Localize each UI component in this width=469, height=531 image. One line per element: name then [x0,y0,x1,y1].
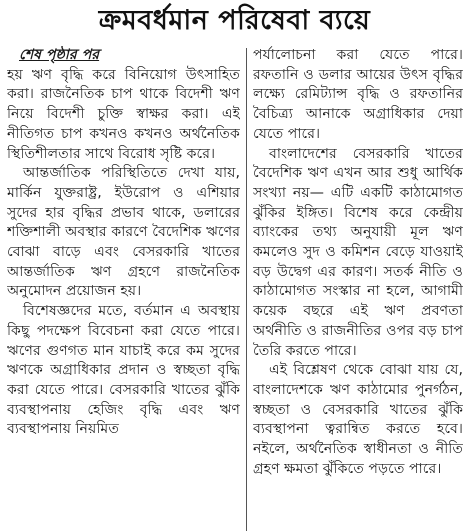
article-paragraph: বিশেষজ্ঞদের মতে, বর্তমান এ অবস্থায় কিছু পদক্ষেপ বিবেচনা করা যেতে পারে। ঋণের গুণগত মান যাচাই করে কম সুদের ঋণকে অগ্রাধিকার প্রদান ও স্বচ্ছতা বৃদ্ধি করা যেতে পারে। বেসরকারি খাতের ঝুঁকি ব্যবস্থাপনায় হেজিং বৃদ্ধি এবং ঋণ ব্যবস্থাপনায় নিয়মিত [7,303,240,438]
column-divider [246,48,247,531]
article-headline: ক্রমবর্ধমান পরিষেবা ব্যয়ে [98,5,371,36]
article-paragraph: আন্তর্জাতিক পরিস্থিতিতে দেখা যায়, মার্কিন যুক্তরাষ্ট্র, ইউরোপ ও এশিয়ার সুদের হার বৃদ্ধির প্রভাব থাকে, ডলারের শক্তিশালী অবস্থার কারণে বৈদেশিক ঋণের বোঝা বাড়ে এবং বেসরকারি খাতের আন্তর্জাতিক ঋণ গ্রহণে রাজনৈতিক অনুমোদন প্রয়োজন হয়। [7,165,240,300]
article-column-left [7,46,240,531]
article-paragraph: পর্যালোচনা করা যেতে পারে। রফতানি ও ডলার আয়ের উৎস বৃদ্ধির লক্ষ্যে রেমিট্যান্স বৃদ্ধি ও রফতানির বৈচিত্র্য আনাকে অগ্রাধিকার দেয়া যেতে পারে। [253,47,463,142]
article-paragraph: এই বিশ্লেষণ থেকে বোঝা যায় যে, বাংলাদেশকে ঋণ কাঠামোর পুনর্গঠন, স্বচ্ছতা ও বেসরকারি খাতের ঝুঁকি ব্যবস্থাপনা ত্বরান্বিত করতে হবে। নইলে, অর্থনৈতিক স্বাধীনতা ও নীতি গ্রহণ ক্ষমতা ঝুঁকিতে পড়তে পারে। [253,362,463,477]
article-column-right [253,46,463,531]
article-paragraph: বাংলাদেশের বেসরকারি খাতের বৈদেশিক ঋণ এখন আর শুধু আর্থিক সংখ্যা নয়— এটি একটি কাঠামোগত ঝুঁকির ইঙ্গিত। বিশেষ করে কেন্দ্রীয় ব্যাংকের তথ্য অনুযায়ী মূল ঋণ কমলেও সুদ ও কমিশন বেড়ে যাওয়াই বড় উদ্বেগ এর কারণ। সতর্ক নীতি ও কাঠামোগত সংস্কার না হলে, আগামী কয়েক বছরে এই ঋণ প্রবণতা অর্থনীতি ও রাজনীতির ওপর বড় চাপ তৈরি করতে পারে। [253,145,463,359]
article-paragraph: হয় ঋণ বৃদ্ধি করে বিনিয়োগ উৎসাহিত করা। রাজনৈতিক চাপ থাকে বিদেশী ঋণ নিয়ে বিদেশী চুক্তি স্বাক্ষর করা। এই নীতিগত চাপ কখনও কখনও অর্থনৈতিক স্থিতিশীলতার সাথে বিরোধ সৃষ্টি করে। [7,66,240,162]
continuation-label: শেষ পৃষ্ঠার পর [19,47,100,63]
